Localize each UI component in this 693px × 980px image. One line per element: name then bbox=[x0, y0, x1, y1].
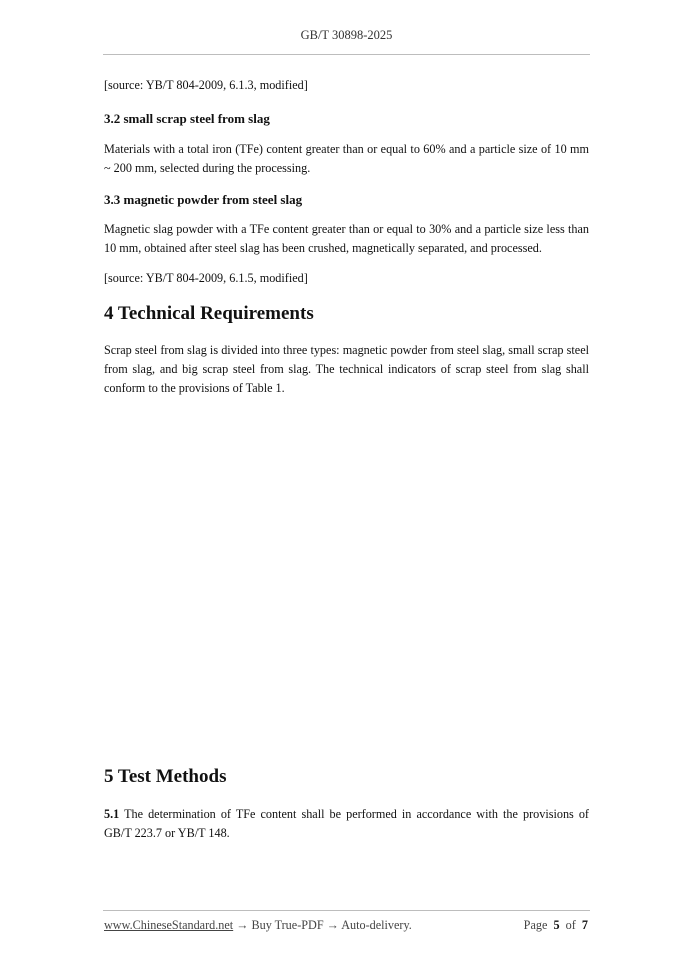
page-label: Page bbox=[523, 918, 548, 932]
page-total: 7 bbox=[581, 918, 588, 932]
definition-3-2: Materials with a total iron (TFe) content greater than or equal to 60% and a particle size of 10 mm ~ 200 mm, selected during the processing. bbox=[104, 142, 589, 175]
paragraph-5-1 bbox=[104, 805, 589, 843]
heading-3-3: 3.3 magnetic powder from steel slag bbox=[104, 192, 303, 207]
of-label: of bbox=[565, 918, 576, 932]
heading-3-2: 3.2 small scrap steel from slag bbox=[104, 111, 270, 126]
heading-5: 5 Test Methods bbox=[104, 766, 227, 787]
definition-3-3: Magnetic slag powder with a TFe content greater than or equal to 30% and a particle size less than 10 mm, obtained after steel slag has been crushed, magnetically separated, and processed. bbox=[104, 222, 589, 255]
page-number: 5 bbox=[553, 918, 560, 932]
clause-text-5-1: The determination of TFe content shall be performed in accordance with the provisions of GB/T 223.7 or YB/T 148. bbox=[104, 807, 589, 840]
source-note-3-3: [source: YB/T 804-2009, 6.1.5, modified] bbox=[104, 271, 308, 285]
running-header: GB/T 30898-2025 bbox=[300, 28, 393, 42]
source-note-3-1: [source: YB/T 804-2009, 6.1.3, modified] bbox=[104, 78, 308, 92]
page-body bbox=[104, 76, 589, 843]
heading-4: 4 Technical Requirements bbox=[104, 303, 314, 324]
page-indicator bbox=[524, 918, 588, 933]
promo-text: → Buy True-PDF → Auto-delivery. bbox=[233, 918, 412, 932]
header-divider bbox=[103, 54, 590, 55]
site-link[interactable]: www.ChineseStandard.net bbox=[104, 918, 234, 932]
footer-promo bbox=[104, 918, 412, 933]
footer-divider bbox=[103, 910, 590, 911]
paragraph-4: Scrap steel from slag is divided into three types: magnetic powder from steel slag, small scrap steel from slag, and big scrap steel from slag. The technical indicators of scrap steel from slag shall conform to the provisions of Table 1. bbox=[104, 343, 589, 395]
clause-number-5-1: 5.1 bbox=[104, 807, 120, 821]
page-footer bbox=[104, 918, 588, 933]
